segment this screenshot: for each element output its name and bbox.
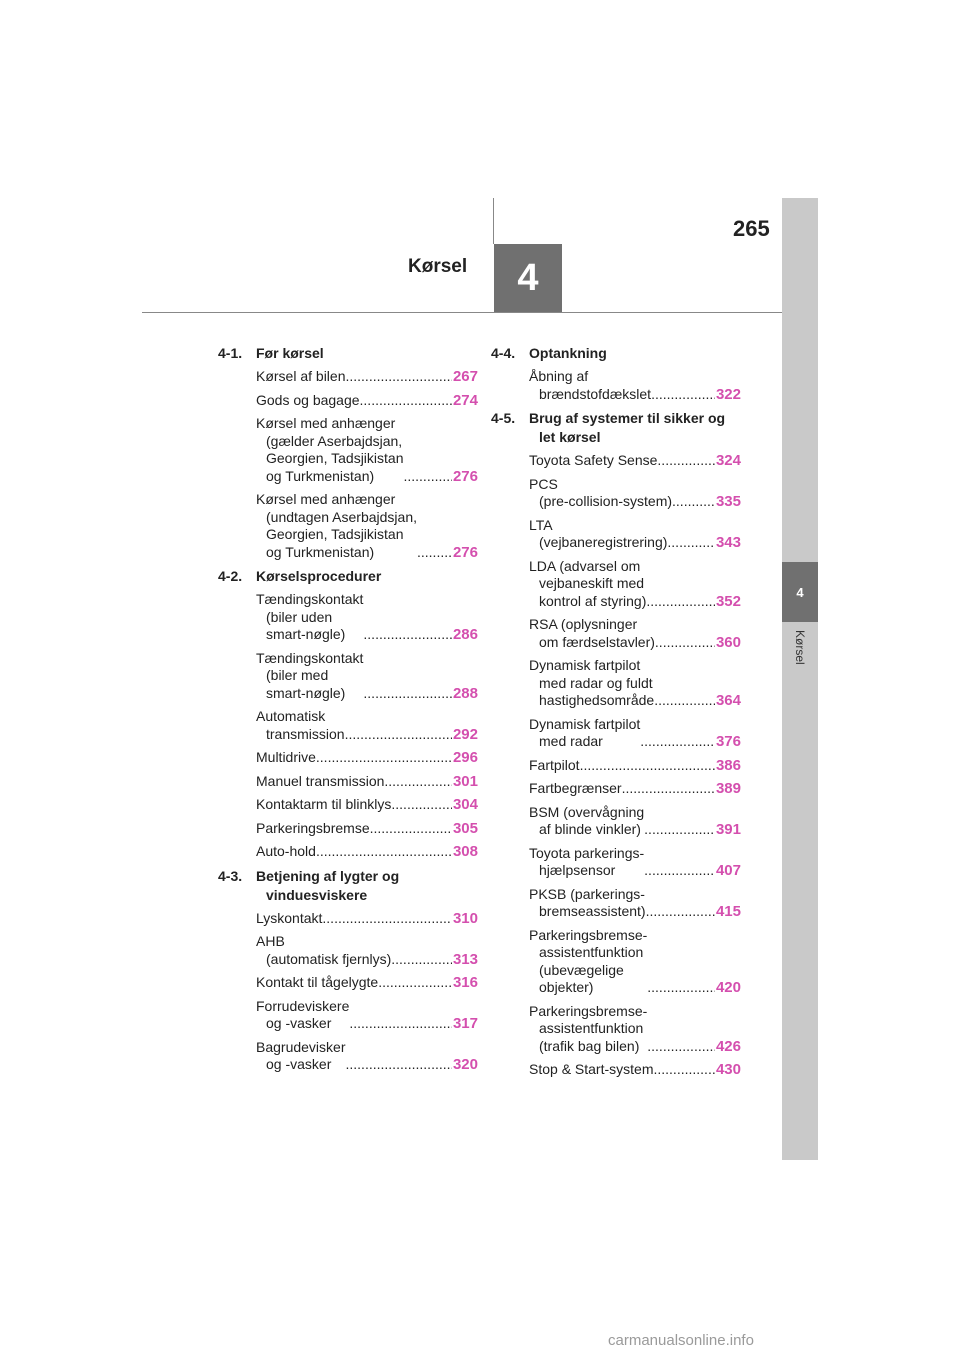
toc-entry[interactable] [256, 392, 478, 410]
toc-entry-label: Toyota Safety Sense [529, 452, 658, 468]
toc-entry-label: AHB (automatisk fjernlys) [256, 933, 392, 967]
chapter-title: Kørsel [408, 256, 468, 277]
header-divider [493, 198, 494, 244]
toc-entry-label: Kørsel med anhænger (undtagen Aserbajdsjan, Georgien, Tadsjikistan og Turkmenistan) [256, 491, 417, 560]
toc-entry-page-link[interactable]: 386 [715, 756, 741, 774]
chapter-number-box: 4 [494, 244, 562, 312]
toc-entry[interactable] [256, 998, 478, 1033]
toc-entry[interactable] [256, 708, 478, 743]
toc-entry-page-link[interactable]: 420 [715, 979, 741, 996]
toc-section [491, 409, 741, 1079]
toc-entry-label: Parkeringsbremse [256, 819, 370, 836]
toc-entry[interactable] [256, 796, 478, 814]
dot-leader [403, 468, 451, 486]
toc-entry-page-link[interactable]: 316 [452, 974, 478, 991]
toc-section [218, 867, 478, 1074]
toc-entry-label: Multidrive [256, 749, 316, 765]
toc-entry[interactable] [256, 843, 478, 861]
toc-entry-label: Kontaktarm til blinklys [256, 796, 392, 812]
toc-entry-label: Lyskontakt [256, 909, 323, 926]
dot-leader [644, 862, 715, 880]
toc-entry-page-link[interactable]: 317 [452, 1015, 478, 1032]
toc-entry-page-link[interactable]: 415 [715, 903, 741, 920]
toc-entry[interactable] [256, 820, 478, 838]
toc-entry-page-link[interactable]: 304 [452, 796, 478, 813]
toc-entry[interactable] [529, 558, 741, 611]
toc-entry-page-link[interactable]: 310 [452, 909, 478, 927]
section-title: Brug af systemer til sikker og let kørsel [529, 410, 726, 445]
side-tab-label: Kørsel [793, 630, 807, 665]
toc-entry-label: Åbning af brændstofdækslet [529, 368, 652, 402]
toc-entry[interactable] [529, 657, 741, 710]
side-tab-chapter-number[interactable]: 4 [782, 562, 818, 622]
section-number: 4-3. [218, 867, 243, 884]
toc-entry-page-link[interactable]: 292 [452, 725, 478, 743]
toc-entry[interactable] [256, 491, 478, 561]
toc-entry[interactable] [529, 804, 741, 839]
dot-leader [391, 796, 452, 814]
dot-leader [346, 1056, 452, 1074]
toc-entry-page-link[interactable]: 276 [452, 543, 478, 561]
toc-entry[interactable] [529, 452, 741, 470]
section-title: Betjening af lygter og vinduesviskere [256, 867, 400, 903]
toc-entry[interactable] [256, 650, 478, 703]
toc-entry-label: Kontakt til tågelygte [256, 974, 379, 990]
dot-leader [345, 368, 451, 386]
toc-entry[interactable] [529, 517, 741, 552]
toc-entry[interactable] [529, 476, 741, 511]
toc-entry[interactable] [529, 1003, 741, 1056]
toc-section [218, 344, 478, 561]
toc-entry-page-link[interactable]: 389 [715, 780, 741, 797]
section-number: 4-4. [491, 345, 516, 361]
toc-entry-page-link[interactable]: 376 [715, 733, 741, 750]
toc-entry[interactable] [256, 749, 478, 767]
toc-entry-page-link[interactable]: 286 [452, 626, 478, 643]
toc-entry-label: Manuel transmission [256, 772, 385, 789]
toc-entry-page-link[interactable]: 267 [452, 368, 478, 385]
toc-entry-label: LDA (advarsel om vejbaneskift med kontrol af styring) [529, 557, 647, 609]
section-number: 4-5. [491, 410, 516, 426]
toc-column-right [491, 344, 741, 1085]
dot-leader [640, 733, 715, 751]
toc-entry-label: Dynamisk fartpilot med radar og fuldt hastighedsområde [529, 657, 655, 708]
toc-entry-page-link[interactable]: 426 [715, 1037, 741, 1055]
toc-entry-label: Tændingskontakt (biler med smart-nøgle) [256, 649, 364, 701]
toc-entry-page-link[interactable]: 296 [452, 749, 478, 766]
section-number: 4-1. [218, 345, 243, 361]
toc-entry-label: Fartpilot [529, 756, 580, 773]
dot-leader [363, 685, 452, 703]
section-title: Før kørsel [256, 345, 324, 361]
section-heading [218, 344, 478, 363]
toc-entry-page-link[interactable]: 301 [452, 772, 478, 790]
toc-entry-label: PKSB (parkerings- bremseassistent) [529, 885, 646, 919]
toc-section [218, 567, 478, 861]
dot-leader [655, 634, 715, 652]
toc-entry-label: Parkeringsbremse- assistentfunktion (ubevægelige objekter) [529, 926, 648, 995]
toc-entry-page-link[interactable]: 391 [715, 821, 741, 838]
dot-leader [654, 692, 715, 710]
toc-entry-page-link[interactable]: 407 [715, 862, 741, 879]
toc-column-left [218, 344, 478, 1080]
dot-leader [622, 780, 715, 798]
toc-entry-label: Automatisk transmission [256, 708, 345, 742]
dot-leader [370, 820, 452, 838]
dot-leader [667, 534, 715, 552]
dot-leader [580, 757, 715, 775]
toc-entry-page-link[interactable]: 276 [452, 467, 478, 485]
dot-leader [657, 452, 715, 470]
toc-entry-label: RSA (oplysninger om færdselstavler) [529, 616, 655, 650]
toc-entry[interactable] [256, 1039, 478, 1074]
dot-leader [417, 544, 452, 562]
dot-leader [378, 974, 452, 992]
dot-leader [653, 1061, 714, 1079]
toc-entry-page-link[interactable]: 352 [715, 592, 741, 610]
dot-leader [672, 493, 715, 511]
toc-entry[interactable] [256, 415, 478, 485]
toc-entry-label: Parkeringsbremse- assistentfunktion (trafik bag bilen) [529, 1002, 648, 1054]
toc-entry-label: Toyota parkerings- hjælpsensor [529, 844, 645, 878]
toc-entry-page-link[interactable]: 288 [452, 684, 478, 702]
toc-entry-page-link[interactable]: 335 [715, 493, 741, 510]
toc-entry[interactable] [529, 757, 741, 775]
toc-entry-page-link[interactable]: 320 [452, 1056, 478, 1073]
toc-entry-page-link[interactable]: 308 [452, 843, 478, 860]
dot-leader [647, 1038, 715, 1056]
dot-leader [644, 821, 715, 839]
section-number: 4-2. [218, 568, 243, 584]
toc-entry[interactable] [529, 780, 741, 798]
toc-section [491, 344, 741, 403]
toc-entry[interactable] [529, 886, 741, 921]
dot-leader [646, 593, 715, 611]
section-heading [218, 567, 478, 586]
dot-leader [322, 910, 452, 928]
toc-entry[interactable] [256, 910, 478, 928]
toc-entry-page-link[interactable]: 364 [715, 692, 741, 709]
toc-entry-label: Tændingskontakt (biler uden smart-nøgle) [256, 591, 364, 642]
toc-entry-label: Fartbegrænser [529, 780, 622, 796]
toc-entry-label: BSM (overvågning af blinde vinkler) [529, 803, 645, 837]
dot-leader [363, 626, 452, 644]
section-heading [491, 409, 741, 447]
toc-entry[interactable] [256, 974, 478, 992]
toc-entry[interactable] [256, 368, 478, 386]
header-rule [142, 312, 782, 313]
toc-entry-page-link[interactable]: 322 [715, 385, 741, 403]
toc-entry-page-link[interactable]: 313 [452, 950, 478, 968]
toc-entry-label: Stop & Start-system [529, 1061, 654, 1077]
dot-leader [646, 903, 715, 921]
toc-entry[interactable] [256, 591, 478, 644]
toc-entry[interactable] [256, 933, 478, 968]
dot-leader [651, 386, 715, 404]
toc-entry[interactable] [529, 1061, 741, 1079]
dot-leader [316, 749, 452, 767]
dot-leader [360, 392, 452, 410]
toc-entry-page-link[interactable]: 305 [452, 819, 478, 837]
toc-entry-label: Kørsel af bilen [256, 368, 346, 384]
toc-entry-page-link[interactable]: 343 [715, 534, 741, 551]
section-title: Optankning [529, 345, 607, 361]
toc-entry[interactable] [529, 927, 741, 997]
toc-entry-page-link[interactable]: 430 [715, 1061, 741, 1078]
toc-entry-label: LTA (vejbaneregistrering) [529, 516, 668, 550]
section-heading [491, 344, 741, 363]
toc-entry-label: Bagrudevisker og -vasker [256, 1038, 346, 1072]
toc-entry[interactable] [529, 368, 741, 403]
watermark: carmanualsonline.info [608, 1332, 754, 1349]
toc-entry-label: Kørsel med anhænger (gælder Aserbajdsjan, Georgien, Tadsjikistan og Turkmenistan) [256, 415, 404, 484]
dot-leader [647, 979, 715, 997]
toc-entry[interactable] [529, 845, 741, 880]
page-number: 265 [733, 216, 770, 241]
toc-entry[interactable] [256, 773, 478, 791]
toc-entry-label: Dynamisk fartpilot med radar [529, 715, 641, 749]
dot-leader [384, 773, 452, 791]
toc-entry-label: Gods og bagage [256, 391, 360, 408]
toc-entry-label: PCS (pre-collision-system) [529, 475, 673, 509]
toc-entry-label: Auto-hold [256, 843, 316, 859]
dot-leader [349, 1015, 452, 1033]
toc-entry[interactable] [529, 716, 741, 751]
toc-entry-label: Forrudeviskere og -vasker [256, 997, 350, 1031]
toc-entry-page-link[interactable]: 324 [715, 452, 741, 469]
section-title: Kørselsprocedurer [256, 568, 382, 584]
toc-entry-page-link[interactable]: 360 [715, 633, 741, 651]
dot-leader [391, 951, 452, 969]
toc-entry-page-link[interactable]: 274 [452, 391, 478, 409]
dot-leader [316, 843, 452, 861]
section-heading [218, 867, 478, 905]
toc-entry[interactable] [529, 616, 741, 651]
dot-leader [345, 726, 452, 744]
